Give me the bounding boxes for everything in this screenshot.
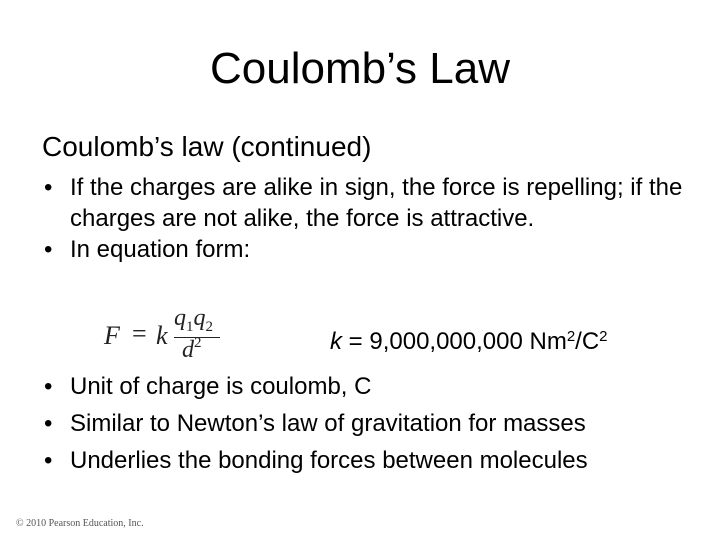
copyright-notice: © 2010 Pearson Education, Inc. — [16, 518, 144, 529]
bullet-item: • In equation form: — [44, 234, 684, 265]
equation-force-symbol: F — [104, 321, 120, 350]
constant-exp-m: 2 — [566, 328, 576, 345]
numerator-sub1: 1 — [186, 319, 194, 335]
coulomb-constant-value — [330, 322, 608, 357]
numerator-sub2: 2 — [205, 319, 213, 335]
bullet-item: • Unit of charge is coulomb, C — [44, 368, 684, 405]
coulomb-equation — [100, 303, 280, 365]
bullet-list-bottom — [44, 368, 684, 479]
equation-constant-symbol: k — [156, 321, 168, 350]
bullet-item: • If the charges are alike in sign, the force is repelling; if the charges are not alike, the force is attractive. — [44, 172, 684, 234]
constant-k: k — [330, 328, 342, 355]
bullet-item: • Underlies the bonding forces between molecules — [44, 442, 684, 479]
constant-exp-c: 2 — [599, 328, 608, 345]
equation-denominator — [182, 337, 202, 364]
equation-equals-sign: = — [132, 319, 147, 348]
denominator-d: d — [182, 337, 194, 363]
numerator-q2: q — [193, 305, 206, 331]
constant-value-text: = 9,000,000,000 Nm — [342, 328, 567, 355]
equation-numerator — [174, 305, 213, 335]
slide-title: Coulomb’s Law — [209, 44, 510, 93]
bullet-item: • Similar to Newton’s law of gravitation for masses — [44, 405, 684, 442]
numerator-q1: q — [174, 305, 186, 331]
constant-slash-c: /C — [575, 328, 600, 355]
subheading: Coulomb’s law (continued) — [42, 131, 372, 162]
bullet-list-top — [44, 172, 684, 265]
denominator-exponent: 2 — [194, 335, 202, 351]
